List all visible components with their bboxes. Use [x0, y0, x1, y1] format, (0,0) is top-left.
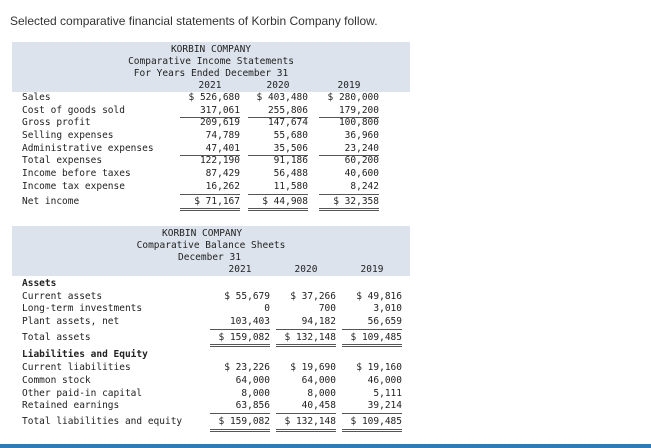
row-label: Total expenses [22, 155, 103, 167]
cell-2021: $ 159,082 [210, 416, 270, 432]
cell-2021: 209,619 [199, 117, 240, 129]
cell-2020: $ 132,148 [276, 332, 336, 348]
cell-2020: 35,506 [248, 143, 308, 157]
cell-2021: $ 71,167 [180, 196, 240, 212]
table-row [12, 375, 410, 388]
balance-company-name: KORBIN COMPANY [162, 228, 243, 239]
cell-2021: 87,429 [205, 168, 240, 180]
cell-2019: 36,960 [344, 130, 379, 142]
row-label: Cost of goods sold [22, 104, 125, 116]
row-label: Administrative expenses [22, 142, 154, 154]
cell-2021: $ 55,679 [224, 290, 270, 302]
income-year-2021: 2021 [198, 80, 222, 91]
cell-2020: $ 132,148 [276, 416, 336, 432]
table-row [12, 416, 410, 429]
income-statement-header [12, 42, 410, 92]
cell-2019: 100,800 [338, 117, 379, 129]
table-row [12, 168, 410, 181]
balance-period: December 31 [178, 252, 241, 263]
table-row [12, 143, 410, 156]
cell-2021: 8,000 [241, 387, 270, 399]
cell-2020: 8,000 [307, 387, 336, 399]
cell-2021: 317,061 [180, 105, 240, 119]
cell-2021: $ 159,082 [210, 332, 270, 348]
cell-2020: $ 19,690 [290, 362, 336, 374]
balance-years-row [12, 264, 410, 276]
cell-2021: 103,403 [210, 316, 270, 330]
row-label: Total liabilities and equity [22, 415, 183, 427]
income-year-2019: 2019 [337, 80, 361, 91]
cell-2019: 56,659 [342, 316, 402, 330]
cell-2019: $ 19,160 [356, 362, 402, 374]
row-label: Sales [22, 92, 51, 103]
assets-heading [12, 278, 410, 291]
row-label: Net income [22, 195, 80, 207]
income-title: Comparative Income Statements [128, 56, 294, 67]
cell-2020: 255,806 [248, 105, 308, 119]
table-row [12, 316, 410, 329]
cell-2019: 5,111 [373, 387, 402, 399]
balance-year-2020: 2020 [294, 264, 318, 275]
cell-2020: 11,580 [248, 181, 308, 195]
cell-2020: $ 44,908 [248, 196, 308, 212]
table-row [12, 117, 410, 130]
row-label: Plant assets, net [22, 316, 120, 328]
row-label: Other paid-in capital [22, 387, 143, 399]
cell-2019: 8,242 [319, 181, 379, 195]
balance-year-2019: 2019 [360, 264, 384, 275]
cell-2020: $ 37,266 [290, 290, 336, 302]
cell-2021: 16,262 [180, 181, 240, 195]
row-label: Selling expenses [22, 130, 114, 142]
income-period: For Years Ended December 31 [133, 68, 289, 79]
liabilities-equity-heading [12, 349, 410, 362]
cell-2021: 47,401 [180, 143, 240, 157]
cell-2020: 55,680 [273, 130, 308, 142]
cell-2019: $ 280,000 [327, 92, 379, 103]
table-row [12, 400, 410, 413]
cell-2021: 74,789 [205, 130, 240, 142]
income-years-row [12, 80, 410, 92]
cell-2019: $ 32,358 [319, 196, 379, 212]
cell-2021: 63,856 [210, 400, 270, 414]
cell-2020: 94,182 [276, 316, 336, 330]
table-row [12, 181, 410, 194]
cell-2019: 179,200 [319, 105, 379, 119]
cell-2021: $ 526,680 [188, 92, 240, 103]
row-label: Current assets [22, 290, 103, 302]
cell-2021: 64,000 [235, 374, 270, 386]
row-label: Current liabilities [22, 362, 131, 374]
row-label: Long-term investments [22, 303, 143, 315]
table-row [12, 362, 410, 375]
cell-2019: 39,214 [342, 400, 402, 414]
balance-year-2021: 2021 [228, 264, 252, 275]
table-row [12, 303, 410, 316]
cell-2019: 40,600 [344, 168, 379, 180]
balance-sheet [12, 226, 410, 429]
cell-2021: $ 23,226 [224, 362, 270, 374]
cell-2020: 700 [318, 303, 336, 315]
income-year-2020: 2020 [266, 80, 290, 91]
cell-2020: 56,488 [273, 168, 308, 180]
intro-text: Selected comparative financial statements of Korbin Company follow. [10, 14, 378, 28]
row-label: Income before taxes [22, 168, 131, 180]
balance-sheet-header [12, 226, 410, 276]
cell-2020: 40,458 [276, 400, 336, 414]
cell-2020: 64,000 [301, 374, 336, 386]
row-label: Income tax expense [22, 180, 125, 192]
cell-2020: 91,186 [273, 155, 308, 167]
bottom-divider [0, 444, 651, 448]
table-row [12, 155, 410, 168]
table-row [12, 130, 410, 143]
balance-title: Comparative Balance Sheets [136, 240, 286, 251]
table-row [12, 196, 410, 209]
cell-2019: $ 49,816 [356, 290, 402, 302]
cell-2019: 23,240 [319, 143, 379, 157]
cell-2019: $ 109,485 [342, 416, 402, 432]
table-row [12, 291, 410, 304]
row-label: Retained earnings [22, 400, 120, 412]
cell-2021: 122,190 [199, 155, 240, 167]
table-row [12, 332, 410, 345]
table-row [12, 92, 410, 105]
table-row [12, 105, 410, 118]
row-label: Gross profit [22, 117, 91, 129]
table-row [12, 388, 410, 401]
row-label: Total assets [22, 331, 91, 343]
cell-2021: 0 [264, 303, 270, 315]
row-label: Common stock [22, 374, 91, 386]
income-statement [12, 42, 410, 208]
cell-2020: $ 403,480 [256, 92, 308, 103]
liabilities-equity-heading-label: Liabilities and Equity [22, 349, 148, 361]
assets-heading-label: Assets [22, 278, 57, 289]
cell-2020: 147,674 [267, 117, 308, 129]
cell-2019: 60,200 [344, 155, 379, 167]
cell-2019: $ 109,485 [342, 332, 402, 348]
cell-2019: 46,000 [367, 374, 402, 386]
income-company-name: KORBIN COMPANY [170, 44, 252, 55]
cell-2019: 3,010 [373, 303, 402, 315]
